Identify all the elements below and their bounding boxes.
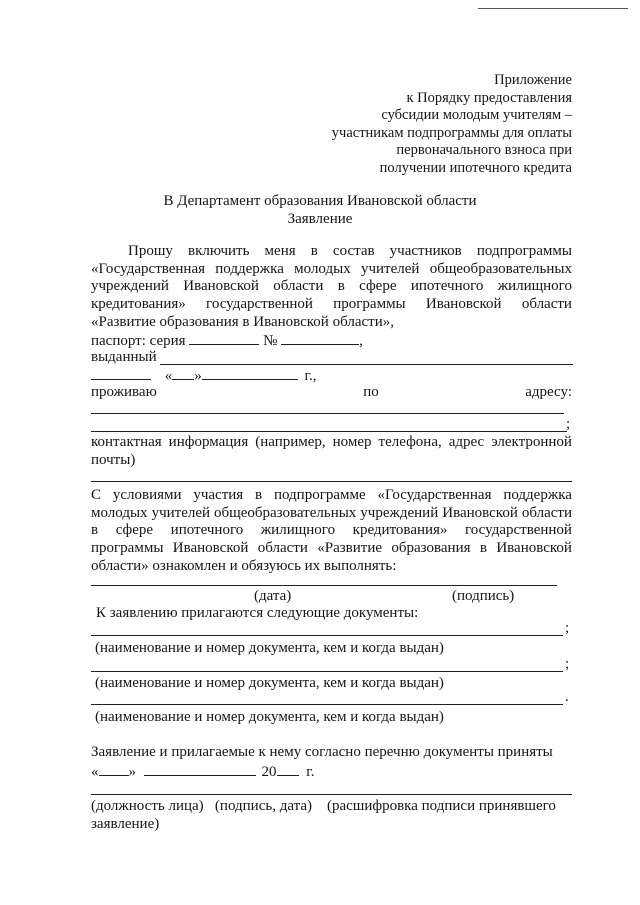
- word: кредитования»: [91, 296, 186, 313]
- word: учителей: [360, 260, 420, 277]
- word: Ивановской: [183, 278, 259, 295]
- attachment-end-3: .: [565, 689, 569, 705]
- address-field-line-2[interactable]: [91, 431, 567, 432]
- word: номер: [332, 434, 372, 450]
- word: молодых: [91, 504, 148, 521]
- acceptance-date-row: [91, 762, 314, 781]
- word: в: [310, 243, 318, 259]
- issue-date-prefix-field[interactable]: [91, 366, 151, 380]
- word: кредитования»: [352, 522, 448, 539]
- word: в: [255, 487, 263, 503]
- attachments-intro: К заявлению прилагаются следующие документы:: [96, 605, 419, 621]
- word: Ивановской: [442, 504, 518, 521]
- word: государственной: [206, 296, 313, 313]
- word: С: [91, 487, 102, 503]
- issue-date-row: [91, 366, 316, 385]
- passport-row: [91, 331, 363, 350]
- conditions-line: [91, 540, 572, 558]
- word: жилищного: [497, 278, 572, 295]
- word: общеобразовательных: [429, 260, 572, 277]
- word: области: [521, 296, 572, 313]
- passport-label: паспорт: серия: [91, 333, 186, 349]
- document-title: Заявление: [287, 211, 353, 227]
- word: программы: [333, 296, 406, 313]
- contact-line: [91, 434, 572, 452]
- word: в: [91, 522, 99, 539]
- acceptance-day-field[interactable]: [99, 762, 129, 776]
- acceptance-year-field[interactable]: [277, 762, 299, 776]
- scan-artifact-line: [478, 8, 628, 9]
- contact-paragraph: [91, 434, 572, 469]
- word: государственной: [465, 522, 572, 539]
- word: (например,: [255, 434, 326, 450]
- word: программы: [91, 540, 164, 557]
- request-line: [91, 243, 572, 261]
- conditions-line: [91, 487, 572, 505]
- word: в: [337, 278, 345, 295]
- appendix-line: к Порядку предоставления: [406, 89, 572, 106]
- word: проживаю: [91, 384, 157, 400]
- date-signature-field[interactable]: [91, 585, 557, 586]
- conditions-line: [91, 505, 572, 523]
- contact-field[interactable]: [91, 481, 572, 482]
- word: Прошу: [128, 243, 173, 259]
- word: Ивановской: [496, 540, 572, 557]
- issue-month-field[interactable]: [202, 366, 298, 380]
- attachment-caption-2: (наименование и номер документа, кем и когда выдан): [95, 675, 444, 691]
- attachment-end-2: ;: [565, 656, 570, 672]
- word: учреждений: [360, 504, 439, 521]
- date-caption: (дата): [254, 588, 292, 604]
- word: Ивановской: [425, 296, 502, 313]
- attachment-field-1[interactable]: [91, 635, 563, 636]
- issued-by-field[interactable]: [160, 364, 573, 365]
- word: поддержка: [503, 487, 572, 503]
- date-open-quote: «: [164, 368, 173, 384]
- word: поддержка: [215, 260, 284, 277]
- word: телефона,: [378, 434, 442, 450]
- word: меня: [264, 243, 296, 259]
- word: образования: [391, 540, 471, 557]
- official-captions-cont: заявление): [91, 816, 160, 832]
- attachment-field-2[interactable]: [91, 671, 563, 672]
- word: контактная: [91, 434, 162, 450]
- word: «Государственная: [377, 487, 492, 503]
- request-line: [91, 278, 572, 296]
- acceptance-text: Заявление и прилагаемые к нему согласно перечню документы приняты: [91, 744, 553, 760]
- word: адрес: [448, 434, 485, 450]
- word: состав: [332, 243, 375, 259]
- word: сфере: [115, 522, 154, 539]
- word: по: [363, 384, 379, 400]
- signature-caption: (подпись): [452, 588, 515, 604]
- word: общеобразовательных: [214, 504, 357, 521]
- word: подпрограмме: [273, 487, 366, 503]
- word: «Государственная: [91, 260, 206, 277]
- acceptance-month-field[interactable]: [144, 762, 256, 776]
- addressee: В Департамент образования Ивановской области: [163, 193, 477, 209]
- conditions-line: [91, 522, 572, 540]
- word: молодых: [294, 260, 351, 277]
- issued-label: выданный: [91, 349, 157, 365]
- attachment-end-1: ;: [565, 620, 570, 636]
- word: подпрограммы: [476, 243, 572, 259]
- word: участия: [193, 487, 244, 503]
- issue-day-field[interactable]: [172, 366, 194, 380]
- appendix-line: получении ипотечного кредита: [379, 159, 572, 176]
- request-paragraph: [91, 243, 572, 332]
- word: ипотечного: [170, 522, 244, 539]
- word: области: [257, 540, 308, 557]
- word: области: [521, 504, 572, 521]
- acceptance-year-prefix: 20: [261, 764, 277, 780]
- request-line: [91, 296, 572, 314]
- date-close-quote: »: [194, 368, 202, 384]
- contact-last-line: почты): [91, 451, 136, 468]
- word: учителей: [151, 504, 211, 521]
- attachment-caption-1: (наименование и номер документа, кем и когда выдан): [95, 640, 444, 656]
- word: в: [479, 540, 487, 557]
- conditions-last-line: области» ознакомлен и обязуюсь их выполнять:: [91, 557, 397, 574]
- official-signature-field[interactable]: [91, 794, 572, 795]
- word: «Развитие: [317, 540, 383, 557]
- address-semicolon: ;: [566, 416, 571, 432]
- address-field-line-1[interactable]: [91, 413, 564, 414]
- appendix-line: субсидии молодым учителям –: [381, 107, 572, 124]
- appendix-line: первоначального взноса при: [396, 142, 572, 159]
- word: ипотечного: [410, 278, 484, 295]
- word: условиями: [112, 487, 182, 503]
- word: электронной: [491, 434, 572, 450]
- request-last-line: «Развитие образования в Ивановской области»,: [91, 313, 394, 330]
- word: сфере: [359, 278, 397, 295]
- word: информация: [168, 434, 249, 450]
- request-line: [91, 261, 572, 279]
- date-close-quote: »: [128, 764, 136, 780]
- attachment-caption-3: (наименование и номер документа, кем и когда выдан): [95, 709, 444, 725]
- appendix-line: Приложение: [494, 72, 572, 88]
- word: участников: [389, 243, 462, 259]
- word: области: [273, 278, 324, 295]
- acceptance-year-suffix: г.: [306, 764, 315, 780]
- passport-comma: ,: [359, 333, 363, 349]
- passport-number-sign: №: [263, 333, 278, 349]
- official-captions: (должность лица) (подпись, дата) (расшифровка подписи принявшего: [91, 798, 556, 814]
- issued-row: [91, 349, 157, 366]
- date-open-quote: «: [91, 764, 99, 780]
- word: жилищного: [260, 522, 336, 539]
- word: учреждений: [91, 278, 169, 295]
- residence-row: [91, 384, 572, 401]
- attachment-field-3[interactable]: [91, 704, 563, 705]
- word: Ивановской: [172, 540, 249, 557]
- appendix-header: [332, 72, 572, 178]
- appendix-line: участникам подпрограммы для оплаты: [331, 124, 572, 141]
- passport-number-field[interactable]: [281, 331, 359, 345]
- conditions-paragraph: [91, 487, 572, 576]
- word: адресу:: [525, 384, 572, 400]
- passport-series-field[interactable]: [189, 331, 259, 345]
- word: включить: [187, 243, 250, 259]
- issue-year-suffix: г.,: [304, 368, 317, 384]
